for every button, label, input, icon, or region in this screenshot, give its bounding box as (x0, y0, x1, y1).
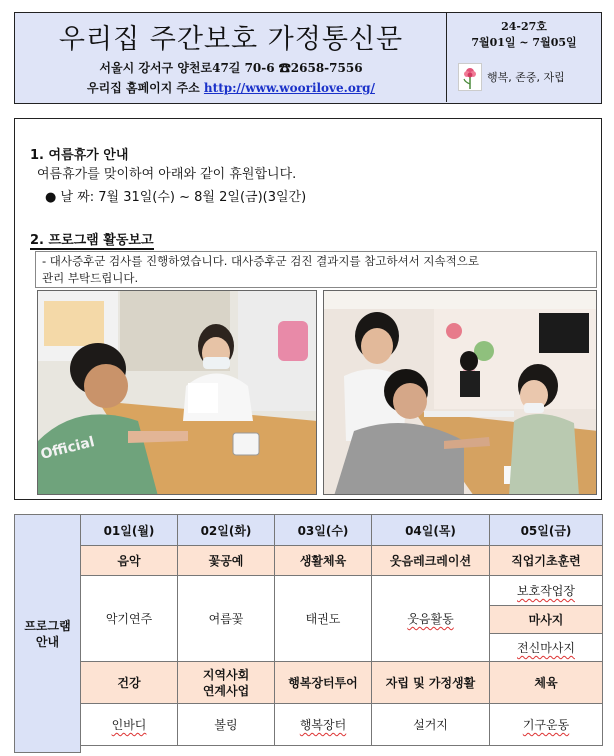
category-cell: 직업기초훈련 (490, 546, 603, 576)
content-panel (14, 118, 602, 500)
weekly-schedule-table (14, 514, 603, 753)
notice-line-2: 관리 부탁드립니다. (42, 271, 139, 285)
day-header: 05일(금) (490, 515, 603, 546)
activity-photo-2 (323, 290, 597, 495)
category-cell: 지역사회 연계사업 (178, 662, 275, 704)
motto: 행복, 존중, 자립 (487, 71, 565, 84)
header-left-panel (15, 13, 447, 102)
day-header: 02일(화) (178, 515, 275, 546)
category-cell: 자립 및 가정생활 (372, 662, 490, 704)
section1-heading: 1. 여름휴가 안내 (30, 148, 129, 163)
activity-cell: 웃음활동 (372, 576, 490, 662)
activity-cell: 여름꽃 (178, 576, 275, 662)
activity-cell: 행복장터 (275, 704, 372, 746)
issue-period: 7월01일 ~ 7월05일 (471, 36, 577, 49)
newsletter-title: 우리집 주간보호 가정통신문 (58, 24, 404, 55)
activity-cell: 인바디 (81, 704, 178, 746)
program-guide-label: 프로그램 안내 (15, 515, 81, 753)
category-cell: 생활체육 (275, 546, 372, 576)
section2-heading: 2. 프로그램 활동보고 (30, 233, 154, 248)
activity-cell: 태권도 (275, 576, 372, 662)
category-cell: 음악 (81, 546, 178, 576)
homepage-label: 우리집 홈페이지 주소 (87, 81, 200, 95)
category-cell: 웃음레크레이션 (372, 546, 490, 576)
day-header: 04일(목) (372, 515, 490, 546)
newsletter-header (14, 12, 602, 104)
day-header: 03일(수) (275, 515, 372, 546)
issue-info (447, 19, 601, 51)
section1-bullet: ● 날 짜: 7월 31일(수) ~ 8월 2일(금)(3일간) (45, 190, 307, 205)
activity-cell: 악기연주 (81, 576, 178, 662)
address-phone: 서울시 강서구 양천로47길 70-6 ☎2658-7556 (99, 61, 363, 75)
flower-logo-icon (458, 63, 482, 91)
activity-photo-1 (37, 290, 317, 495)
day-header: 01일(월) (81, 515, 178, 546)
category-cell: 행복장터투어 (275, 662, 372, 704)
category-cell: 꽃공예 (178, 546, 275, 576)
activity-cell: 기구운동 (490, 704, 603, 746)
section1-text: 여름휴가를 맞이하여 아래와 같이 휴원합니다. (37, 167, 297, 182)
category-cell: 체육 (490, 662, 603, 704)
category-cell: 건강 (81, 662, 178, 704)
shirt-text: Official (39, 434, 97, 463)
activity-cell: 설거지 (372, 704, 490, 746)
activity-cell: 볼링 (178, 704, 275, 746)
category-cell: 마사지 (490, 606, 603, 634)
activity-cell: 전신마사지 (490, 634, 603, 662)
activity-cell: 보호작업장 (490, 576, 603, 606)
homepage-link[interactable]: http://www.woorilove.org/ (203, 81, 375, 95)
notice-box (35, 251, 597, 288)
issue-number: 24-27호 (501, 20, 547, 33)
homepage-line (15, 79, 447, 96)
notice-line-1: - 대사증후군 검사를 진행하였습니다. 대사증후군 검진 결과지를 참고하셔서 지속적으로 (42, 254, 479, 268)
